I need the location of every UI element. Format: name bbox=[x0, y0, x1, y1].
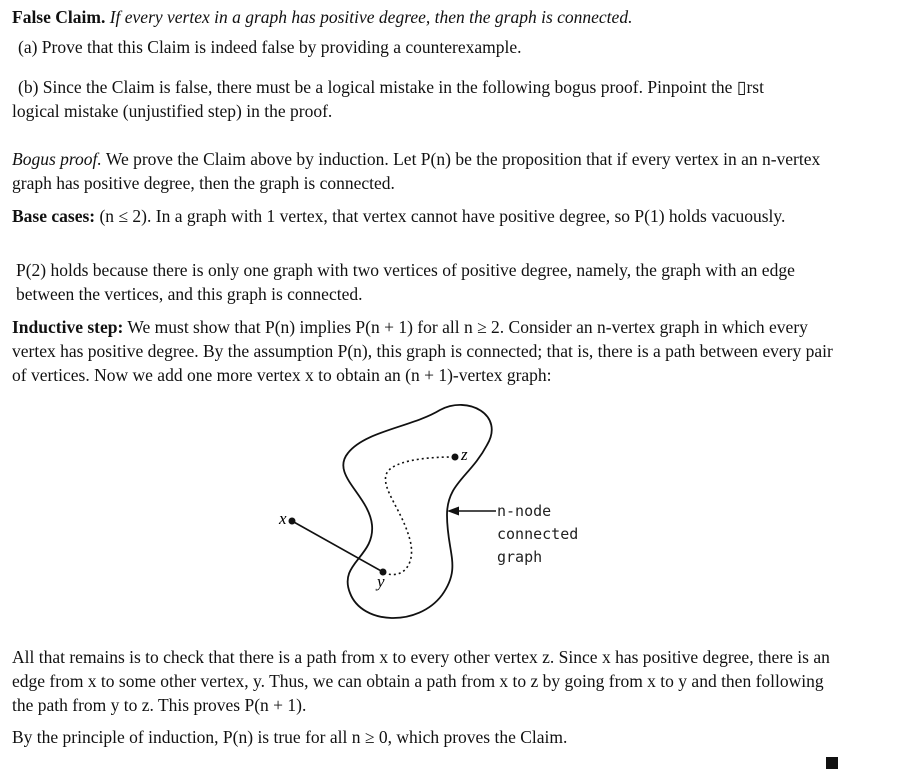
caption-line-2: connected bbox=[497, 525, 579, 543]
part-b-line2: logical mistake (unjustified step) in the proof. bbox=[12, 101, 333, 121]
graph-diagram bbox=[0, 395, 902, 635]
part-b-line1: (b) Since the Claim is false, there must be a logical mistake in the following bogus proof. Pinpoint the ▯rst bbox=[18, 77, 764, 97]
base-label: Base cases: bbox=[12, 206, 96, 226]
p2-paragraph: P(2) holds because there is only one graph with two vertices of positive degree, namely, the graph with an edge between the vertices, and this graph is connected. bbox=[16, 260, 795, 304]
remaining-paragraph: All that remains is to check that there is a path from x to every other vertex z. Since x has positive degree, there is an edge from x to some other vertex, y. Thus, we can obtain a path from x to z by going from x to y and then following the path from y to z. This proves P(n + 1). bbox=[12, 647, 830, 715]
part-a: (a) Prove that this Claim is indeed false by providing a counterexample. bbox=[18, 37, 522, 57]
label-x: x bbox=[279, 509, 287, 528]
qed-square-icon bbox=[826, 757, 838, 769]
inductive-label: Inductive step: bbox=[12, 317, 124, 337]
inductive-text: We must show that P(n) implies P(n + 1) for all n ≥ 2. Consider an n-vertex graph in which every vertex has positive degree. By the assumption P(n), this graph is connected; that is, there is a path between every pair of vertices. Now we add one more vertex x to obtain an (n + 1)-vertex graph: bbox=[12, 317, 833, 385]
caption-line-3: graph bbox=[497, 548, 543, 566]
base-text: (n ≤ 2). In a graph with 1 vertex, that vertex cannot have positive degree, so P(1) holds vacuously. bbox=[99, 206, 786, 226]
label-z: z bbox=[461, 445, 468, 464]
false-claim bbox=[12, 5, 842, 29]
claim-label: False Claim. bbox=[12, 7, 106, 27]
caption-line-1: n-node bbox=[497, 502, 552, 520]
dotted-path-y-to-z bbox=[384, 457, 452, 575]
base-cases bbox=[12, 204, 842, 228]
bogus-label: Bogus proof. bbox=[12, 149, 102, 169]
conclusion: By the principle of induction, P(n) is true for all n ≥ 0, which proves the Claim. bbox=[12, 727, 568, 747]
label-y: y bbox=[377, 572, 385, 591]
inductive-step bbox=[12, 315, 842, 387]
vertex-z bbox=[452, 454, 459, 461]
edge-x-to-y bbox=[292, 521, 383, 572]
bogus-proof bbox=[12, 147, 842, 195]
bogus-text: We prove the Claim above by induction. Let P(n) be the proposition that if every vertex in an n-vertex graph has positive degree, then the graph is connected. bbox=[12, 149, 821, 193]
arrow-head bbox=[447, 507, 459, 516]
claim-text: If every vertex in a graph has positive degree, then the graph is connected. bbox=[109, 7, 633, 27]
vertex-x bbox=[289, 518, 296, 525]
